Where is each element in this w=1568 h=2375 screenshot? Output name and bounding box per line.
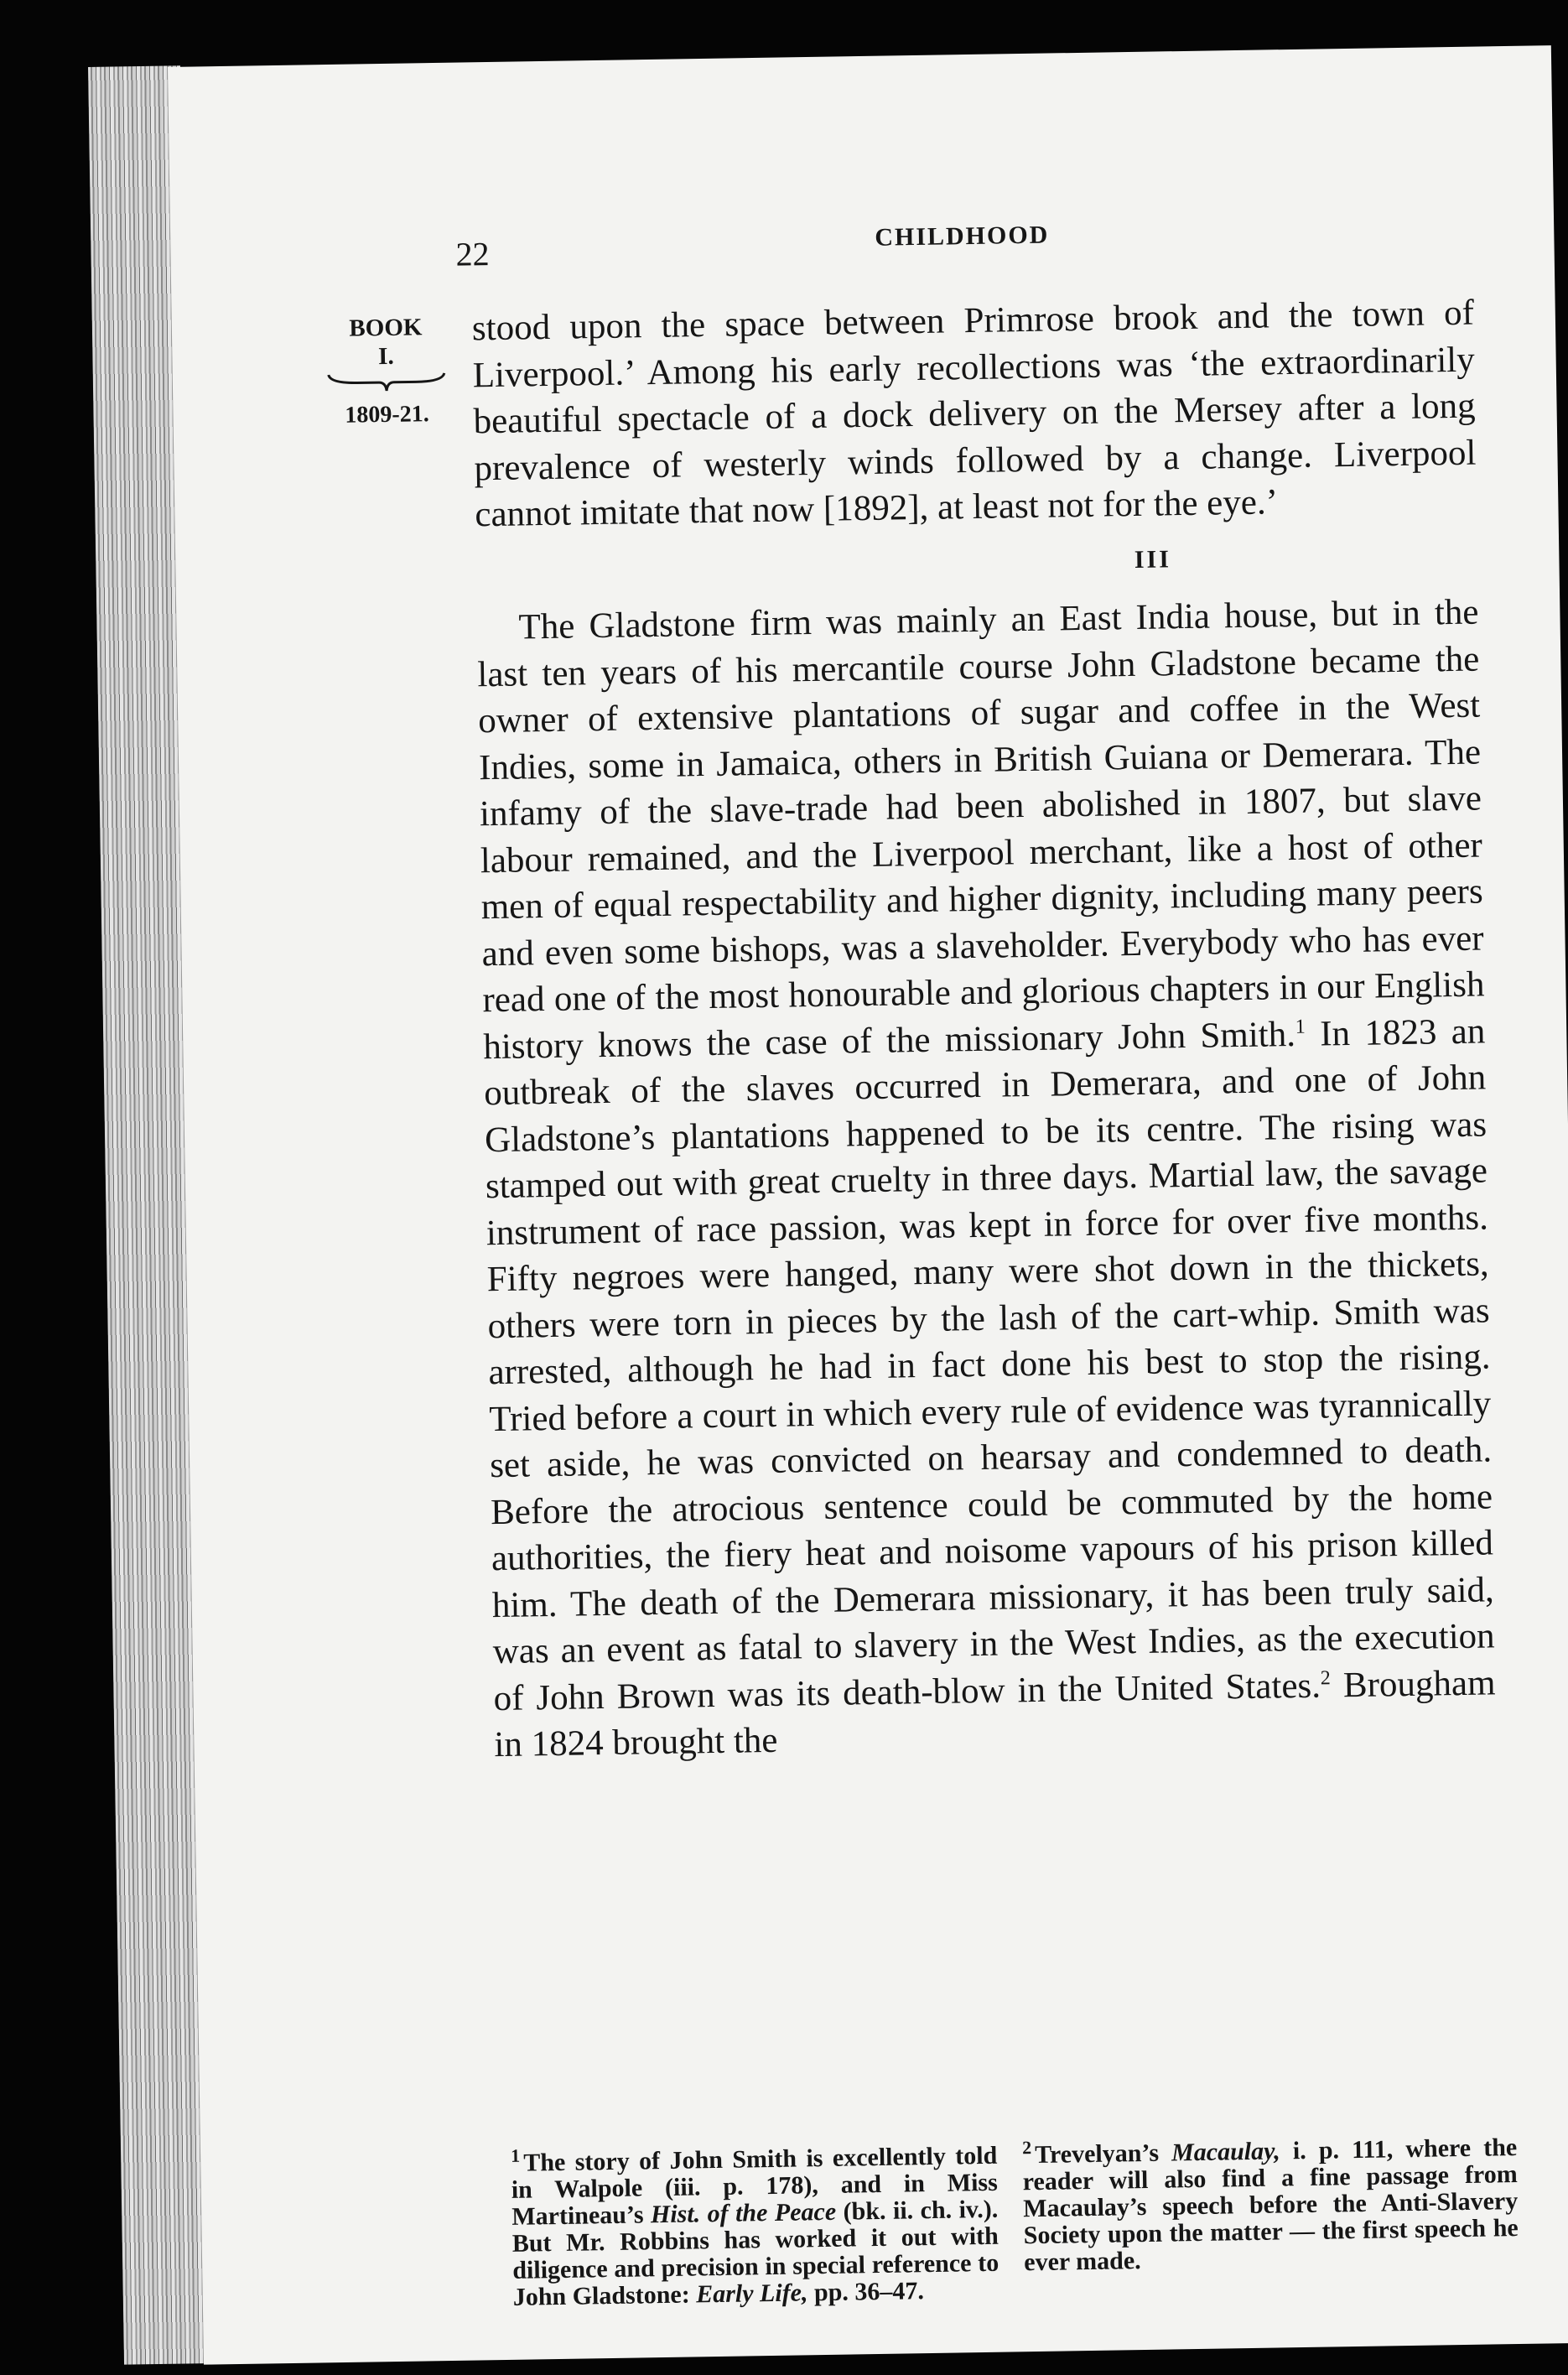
- footnote-title: Macaulay,: [1171, 2137, 1281, 2167]
- footnote-title: Hist. of the Peace: [650, 2197, 837, 2229]
- footnote-text: The story of John Smith is excellently told in Walpole (iii. p. 178), and in Miss Martineau’s: [511, 2141, 998, 2231]
- footnote-2: [1022, 2134, 1519, 2303]
- footnotes: [511, 2134, 1519, 2311]
- margin-book-label: BOOK: [349, 314, 423, 342]
- footnote-text: Trevelyan’s: [1034, 2139, 1172, 2170]
- paragraph-text: In 1823 an outbreak of the slaves occurred in Demerara, and one of John Gladstone’s plantations happened to be its centre. The rising was stamped out with great cruelty in three days. Martial law, the savage instrument of race passion, was kept in force for over five months. Fifty negroes were hanged, many were shot down in the thickets, others were torn in pieces by the lash of the cart-whip. Smith was arrested, although he had in fact done his best to stop the rising. Tried before a court in which every rule of evidence was tyrannically set aside, he was convicted on hearsay and condemned to death. Before the atrocious sentence could be commuted by the home authorities, the fiery heat and noisome vapours of his prison killed him. The death of the Demerara missionary, it has been truly said, was an event as fatal to slavery in the West Indies, as the execution of John Brown was its death-blow in the United States.: [483, 1011, 1495, 1718]
- footnote-reference: 1: [1295, 1016, 1306, 1038]
- brace-icon: [324, 370, 449, 395]
- book-page: [168, 45, 1568, 2365]
- footnote-1: [511, 2143, 999, 2311]
- footnote-text: (bk. ii. ch. iv.). But Mr. Robbins has worked it out with diligence and precision in special reference to John Gladstone:: [511, 2195, 999, 2311]
- page-number: 22: [455, 235, 490, 273]
- running-head: CHILDHOOD: [875, 221, 1050, 252]
- footnote-marker: 1: [510, 2144, 521, 2166]
- footnote-text: i. p. 111, where the reader will also find a fine passage from Macaulay’s speech before the Anti-Slavery Society upon the matter — the first speech he ever made.: [1022, 2133, 1519, 2277]
- footnote-text: pp. 36–47.: [807, 2277, 925, 2307]
- paragraph-text: The Gladstone firm was mainly an East India house, but in the last ten years of his mercantile course John Gladstone became the owner of extensive plantations of sugar and coffee in the West Indies, some in Jamaica, others in British Guiana or Demerara. The infamy of the slave-trade had been abolished in 1807, but slave labour remained, and the Liverpool merchant, like a host of other men of equal respectability and higher dignity, including many peers and even some bishops, was a slaveholder. Everybody who has ever read one of the most honourable and glorious chapters in our English history knows the case of the missionary John Smith.: [477, 592, 1485, 1067]
- margin-dates: 1809-21.: [345, 401, 429, 429]
- footnote-marker: 2: [1021, 2137, 1032, 2159]
- paragraph-continued: stood upon the space between Primrose brook and the town of Liverpool.’ Among his early recollections was ‘the extraordinarily beautiful spectacle of a dock delivery on the Mersey after a long prevalence of westerly winds followed by a change. Liverpool cannot imitate that now [1892], at least not for the eye.’: [471, 293, 1477, 535]
- footnote-title: Early Life,: [695, 2279, 808, 2309]
- margin-volume-label: I.: [377, 342, 394, 371]
- footnote-reference: 2: [1320, 1666, 1331, 1689]
- paragraph-text: Brougham in 1824 brought the: [494, 1662, 1496, 1765]
- paragraph: [476, 590, 1497, 1769]
- margin-note: [323, 313, 450, 430]
- body-text: [472, 290, 1497, 1769]
- section-number: III: [1134, 544, 1172, 574]
